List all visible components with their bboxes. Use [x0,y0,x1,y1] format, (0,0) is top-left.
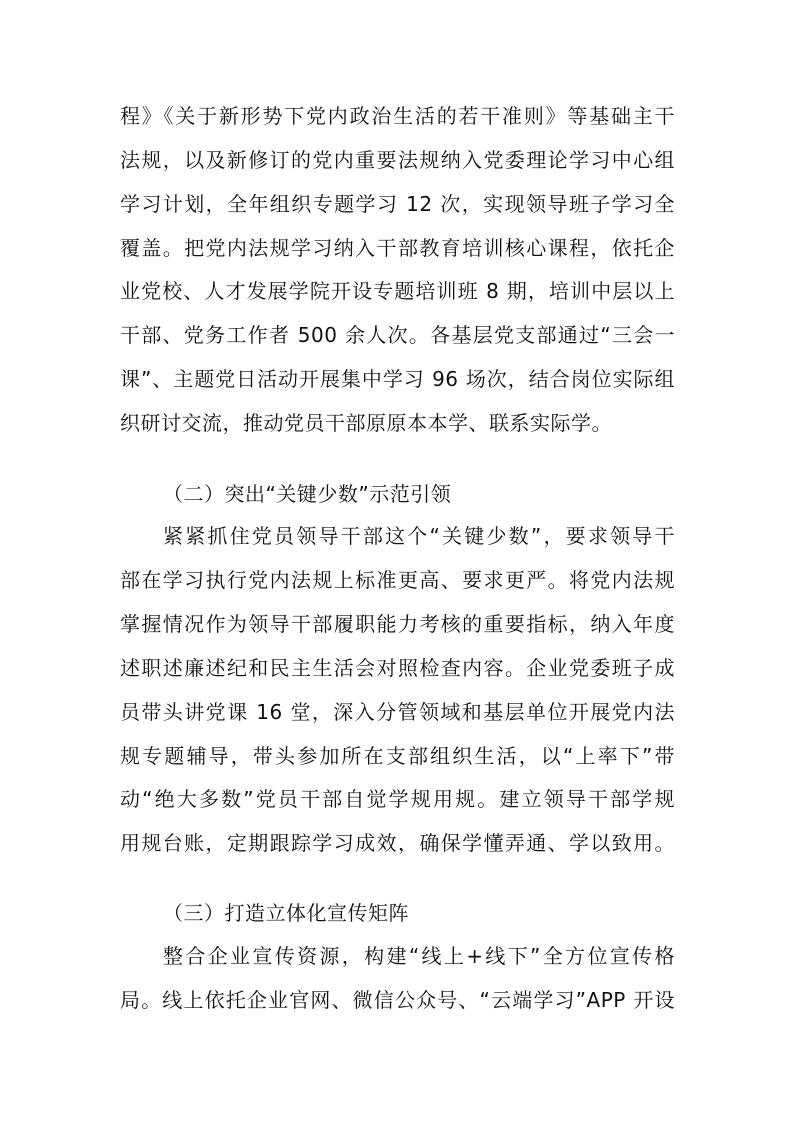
body-text-line: 用规台账，定期跟踪学习成效，确保学懂弄通、学以致用。 [120,831,675,855]
body-text-line: 局。线上依托企业官网、微信公众号、“云端学习”APP 开设 [120,988,675,1012]
body-text-line: 覆盖。把党内法规学习纳入干部教育培训核心课程，依托企 [120,236,675,260]
body-text-line: 规专题辅导，带头参加所在支部组织生活，以“上率下”带 [120,744,675,768]
body-text-line: 干部、党务工作者 500 余人次。各基层党支部通过“三会一 [120,323,675,347]
section-heading: （三）打造立体化宣传矩阵 [163,901,409,925]
body-text-line: 紧紧抓住党员领导干部这个“关键少数”，要求领导干 [163,524,675,548]
body-text-line: 织研讨交流，推动党员干部原原本本学、联系实际学。 [120,411,612,435]
body-text-line: 程》《关于新形势下党内政治生活的若干准则》等基础主干 [120,104,675,128]
body-text-line: 部在学习执行党内法规上标准更高、要求更严。将党内法规 [120,568,675,592]
body-text-line: 动“绝大多数”党员干部自觉学规用规。建立领导干部学规 [120,787,675,811]
body-text-line: 法规，以及新修订的党内重要法规纳入党委理论学习中心组 [120,148,675,172]
body-text-line: 员带头讲党课 16 堂，深入分管领域和基层单位开展党内法 [120,700,675,724]
body-text-line: 整合企业宣传资源，构建“线上+线下”全方位宣传格 [163,944,675,968]
body-text-line: 学习计划，全年组织专题学习 12 次，实现领导班子学习全 [120,192,675,216]
section-heading: （二）突出“关键少数”示范引领 [163,482,452,506]
body-text-line: 述职述廉述纪和民主生活会对照检查内容。企业党委班子成 [120,656,675,680]
body-text-line: 掌握情况作为领导干部履职能力考核的重要指标，纳入年度 [120,612,675,636]
body-text-line: 业党校、人才发展学院开设专题培训班 8 期，培训中层以上 [120,279,675,303]
body-text-line: 课”、主题党日活动开展集中学习 96 场次，结合岗位实际组 [120,367,675,391]
